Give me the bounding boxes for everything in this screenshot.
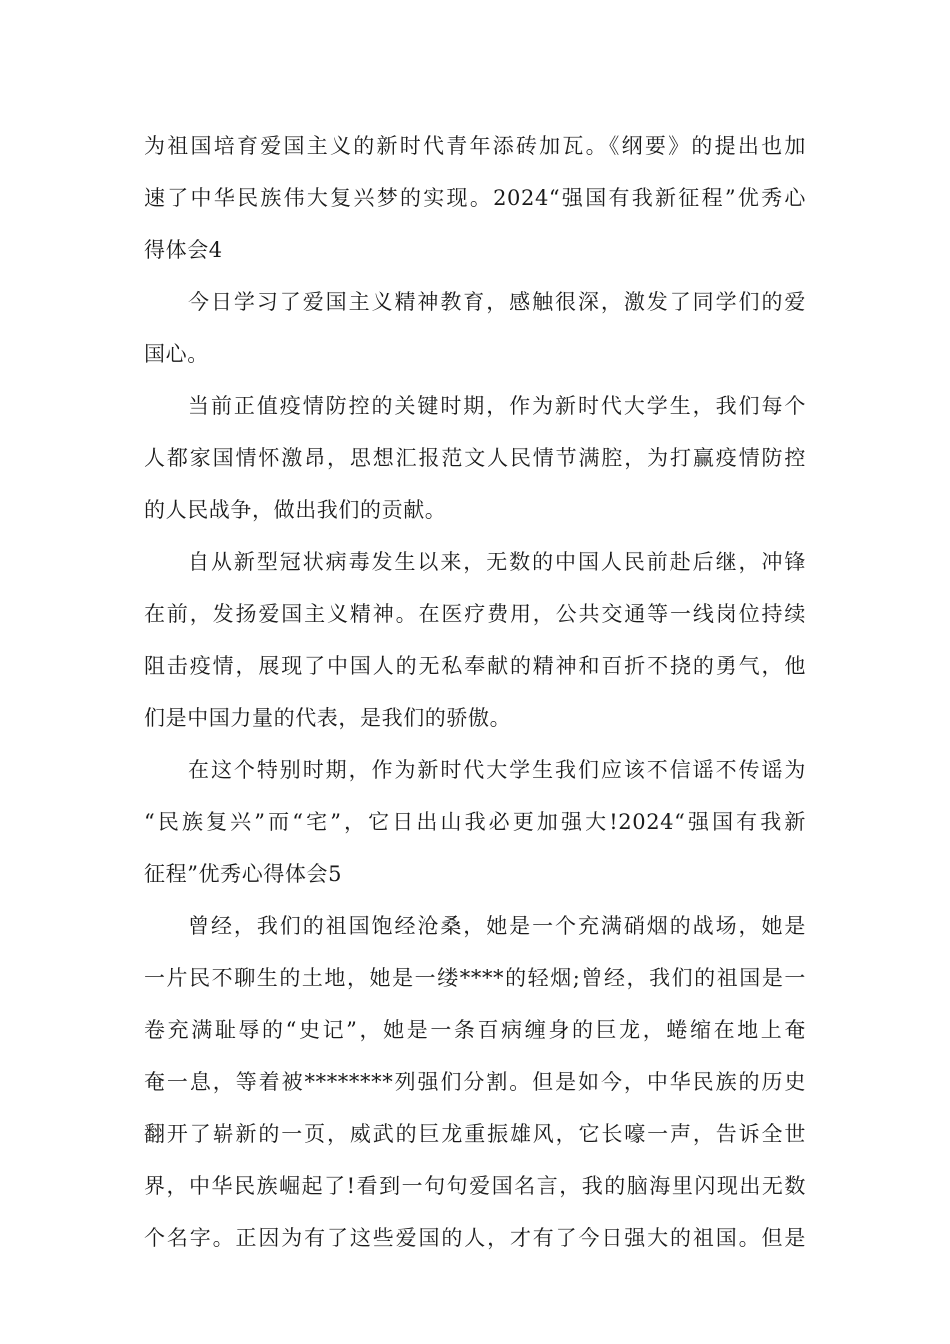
text-line: 的人民战争，做出我们的贡献。 [144, 498, 447, 522]
text-line: 卷充满耻辱的“史记”，她是一条百病缠身的巨龙，蜷缩在地上奄 [144, 1018, 806, 1042]
text-line: 当前正值疫情防控的关键时期，作为新时代大学生，我们每个 [188, 394, 806, 418]
text-line: 个名字。正因为有了这些爱国的人，才有了今日强大的祖国。但是 [144, 1226, 806, 1250]
text-line: 得体会4 [144, 238, 223, 262]
text-line: 速了中华民族伟大复兴梦的实现。2024“强国有我新征程”优秀心 [144, 186, 806, 210]
text-line: 奄一息，等着被********列强们分割。但是如今，中华民族的历史 [144, 1070, 806, 1094]
text-line: 人都家国情怀激昂，思想汇报范文人民情节满腔，为打赢疫情防控 [144, 446, 806, 470]
text-line: 自从新型冠状病毒发生以来，无数的中国人民前赴后继，冲锋 [188, 550, 806, 574]
document-body [144, 120, 806, 1264]
text-line: 征程”优秀心得体会5 [144, 862, 343, 886]
text-line: 们是中国力量的代表，是我们的骄傲。 [144, 706, 512, 730]
text-line: 阻击疫情，展现了中国人的无私奉献的精神和百折不挠的勇气，他 [144, 654, 806, 678]
text-line: 界，中华民族崛起了!看到一句句爱国名言，我的脑海里闪现出无数 [144, 1174, 806, 1198]
text-line: 国心。 [144, 342, 209, 366]
text-line: 今日学习了爱国主义精神教育，感触很深，激发了同学们的爱 [188, 290, 806, 314]
text-line: 为祖国培育爱国主义的新时代青年添砖加瓦。《纲要》的提出也加 [144, 134, 806, 158]
text-line: 在这个特别时期，作为新时代大学生我们应该不信谣不传谣为 [188, 758, 806, 782]
text-line: “民族复兴”而“宅”，它日出山我必更加强大!2024“强国有我新 [144, 810, 806, 834]
text-line: 曾经，我们的祖国饱经沧桑，她是一个充满硝烟的战场，她是 [188, 914, 806, 938]
text-line: 在前，发扬爱国主义精神。在医疗费用，公共交通等一线岗位持续 [144, 602, 806, 626]
text-line: 翻开了崭新的一页，威武的巨龙重振雄风，它长嚎一声，告诉全世 [144, 1122, 806, 1146]
text-line: 一片民不聊生的土地，她是一缕****的轻烟;曾经，我们的祖国是一 [144, 966, 806, 990]
